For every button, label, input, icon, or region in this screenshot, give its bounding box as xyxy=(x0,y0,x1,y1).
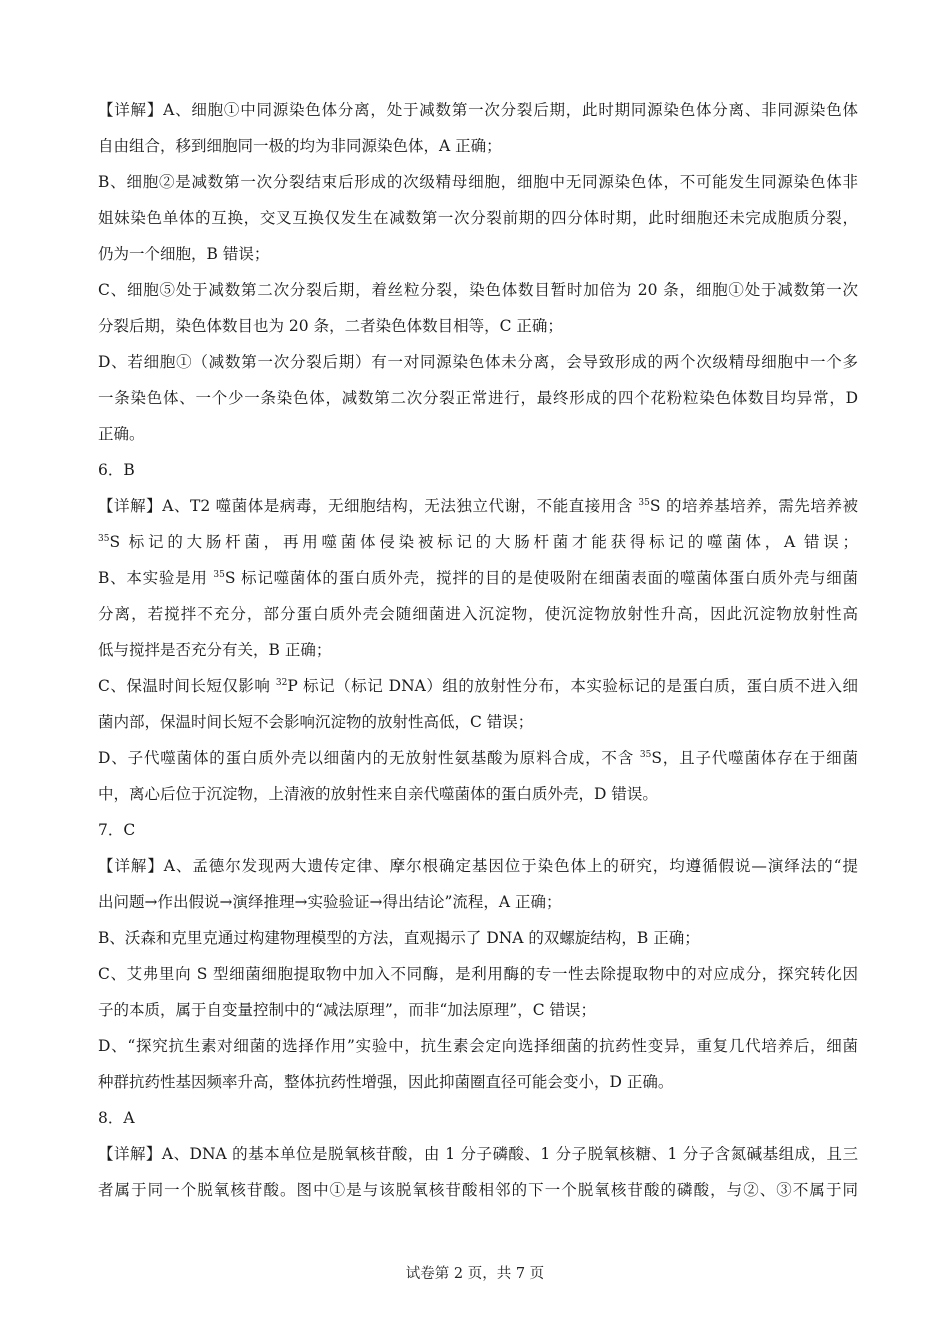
isotope-superscript: 35 xyxy=(98,534,110,544)
text-line: 子的本质，属于自变量控制中的“减法原理”，而非“加法原理”，C 错误； xyxy=(98,1001,596,1019)
text-line: 姐妹染色单体的互换，交叉互换仅发生在减数第一次分裂前期的四分体时期，此时细胞还未完成胞质分裂， xyxy=(98,209,858,227)
isotope-superscript: 35 xyxy=(213,570,225,580)
text-segment: S 标记的大肠杆菌，再用噬菌体侵染被标记的大肠杆菌才能获得标记的噬菌体，A 错误； xyxy=(109,533,858,551)
text-line: 【详解】A、DNA 的基本单位是脱氧核苷酸，由 1 分子磷酸、1 分子脱氧核糖、1 分子含氮碱基组成，且三 xyxy=(98,1145,858,1163)
text-line: 分裂后期，染色体数目也为 20 条，二者染色体数目相等，C 正确； xyxy=(98,317,563,335)
text-segment: C、保温时间长短仅影响 xyxy=(98,677,276,695)
text-line xyxy=(98,743,858,773)
text-line xyxy=(98,563,858,593)
isotope-superscript: 32 xyxy=(275,678,288,688)
text-line: C、细胞⑤处于减数第二次分裂后期，着丝粒分裂，染色体数目暂时加倍为 20 条，细胞①处于减数第一次 xyxy=(98,281,858,299)
text-segment: 【详解】A、T2 噬菌体是病毒，无细胞结构，无法独立代谢，不能直接用含 xyxy=(98,497,639,515)
page-footer: 试卷第 2 页，共 7 页 xyxy=(405,1266,545,1282)
text-line: 分离，若搅拌不充分，部分蛋白质外壳会随细菌进入沉淀物，使沉淀物放射性升高，因此沉淀物放射性高 xyxy=(98,605,858,623)
text-segment: P 标记（标记 DNA）组的放射性分布，本实验标记的是蛋白质，蛋白质不进入细 xyxy=(287,677,858,695)
text-line: 【详解】A、细胞①中同源染色体分离，处于减数第一次分裂后期，此时期同源染色体分离、非同源染色体 xyxy=(98,101,858,119)
text-line: 种群抗药性基因频率升高，整体抗药性增强，因此抑菌圈直径可能会变小，D 正确。 xyxy=(98,1073,674,1091)
text-line: 7．C xyxy=(98,821,136,839)
text-line: B、细胞②是减数第一次分裂结束后形成的次级精母细胞，细胞中无同源染色体，不可能发生同源染色体非 xyxy=(98,173,858,191)
text-line: 中，离心后位于沉淀物，上清液的放射性来自亲代噬菌体的蛋白质外壳，D 错误。 xyxy=(98,785,658,803)
document-body xyxy=(98,95,858,1211)
text-segment: S 的培养基培养，需先培养被 xyxy=(649,497,858,515)
text-line: D、“探究抗生素对细菌的选择作用”实验中，抗生素会定向选择细菌的抗药性变异，重复几代培养后，细菌 xyxy=(98,1037,858,1055)
text-segment: S 标记噬菌体的蛋白质外壳，搅拌的目的是使吸附在细菌表面的噬菌体蛋白质外壳与细菌 xyxy=(224,569,858,587)
isotope-superscript: 35 xyxy=(639,750,652,760)
text-line: 低与搅拌是否充分有关，B 正确； xyxy=(98,641,332,659)
text-line: 者属于同一个脱氧核苷酸。图中①是与该脱氧核苷酸相邻的下一个脱氧核苷酸的磷酸，与②、③不属于同 xyxy=(98,1181,858,1199)
text-line: 菌内部，保温时间长短不会影响沉淀物的放射性高低，C 错误； xyxy=(98,713,534,731)
text-line xyxy=(98,491,858,521)
text-line: D、若细胞①（减数第一次分裂后期）有一对同源染色体未分离，会导致形成的两个次级精母细胞中一个多 xyxy=(98,353,858,371)
text-line: B、沃森和克里克通过构建物理模型的方法，直观揭示了 DNA 的双螺旋结构，B 正确； xyxy=(98,929,700,947)
text-line: 【详解】A、孟德尔发现两大遗传定律、摩尔根确定基因位于染色体上的研究，均遵循假说—演绎法的“提 xyxy=(98,857,858,875)
text-line: 一条染色体、一个少一条染色体，减数第二次分裂正常进行，最终形成的四个花粉粒染色体数目均异常，D xyxy=(98,389,858,407)
text-line: 正确。 xyxy=(98,425,145,443)
isotope-superscript: 35 xyxy=(638,498,650,508)
text-segment: D、子代噬菌体的蛋白质外壳以细菌内的无放射性氨基酸为原料合成，不含 xyxy=(98,749,640,767)
text-line: 出问题→作出假说→演绎推理→实验验证→得出结论”流程，A 正确； xyxy=(98,893,562,911)
text-line: C、艾弗里向 S 型细菌细胞提取物中加入不同酶，是利用酶的专一性去除提取物中的对应成分，探究转化因 xyxy=(98,965,858,983)
text-line xyxy=(98,527,858,557)
text-line: 8．A xyxy=(98,1109,135,1127)
text-segment: S，且子代噬菌体存在于细菌 xyxy=(651,749,858,767)
text-line xyxy=(98,671,858,701)
text-segment: B、本实验是用 xyxy=(98,569,214,587)
text-line: 仍为一个细胞，B 错误； xyxy=(98,245,270,263)
text-line: 自由组合，移到细胞同一极的均为非同源染色体，A 正确； xyxy=(98,137,502,155)
text-line: 6．B xyxy=(98,461,135,479)
